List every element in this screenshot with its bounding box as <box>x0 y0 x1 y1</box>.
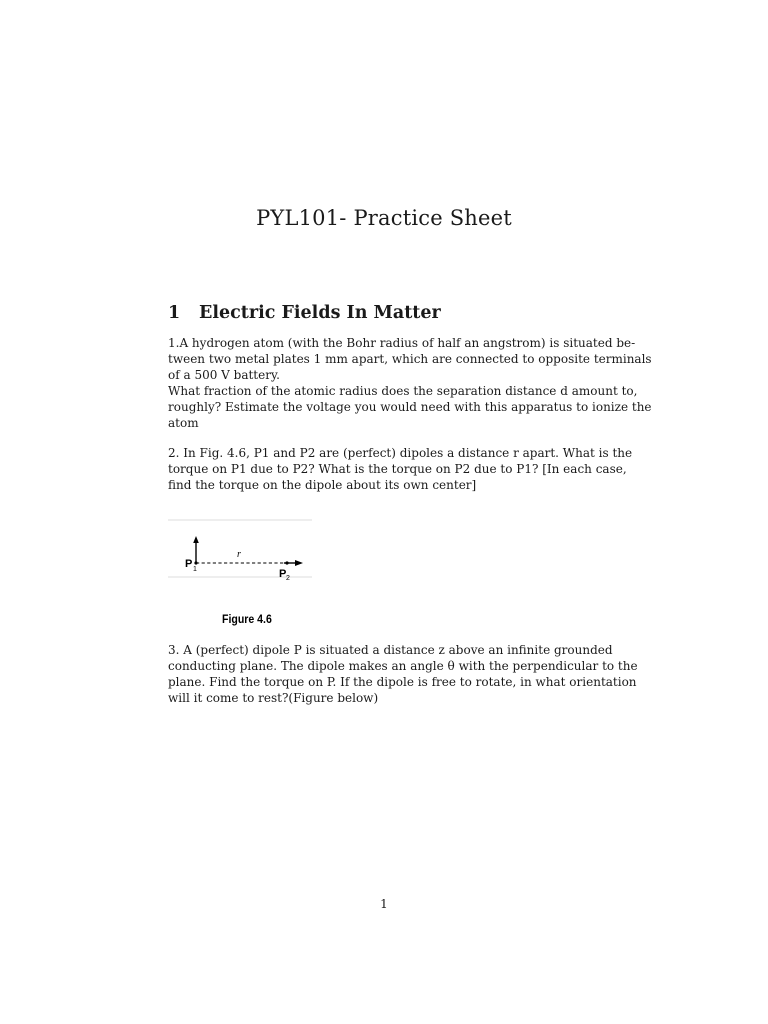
problem-2-line: find the torque on the dipole about its own center] <box>168 478 477 492</box>
problem-2-line: torque on P1 due to P2? What is the torque on P2 due to P1? [In each case, <box>168 462 627 476</box>
problem-3-line: will it come to rest?(Figure below) <box>168 691 379 705</box>
figure-4-6 <box>168 519 312 635</box>
problem-1-line: What fraction of the atomic radius does the separation distance d amount to, <box>168 384 638 398</box>
dipole-diagram <box>168 519 312 635</box>
section-title: Electric Fields In Matter <box>199 303 441 323</box>
problem-3-line: conducting plane. The dipole makes an angle θ with the perpendicular to the <box>168 659 638 673</box>
problem-2-line: 2. In Fig. 4.6, P1 and P2 are (perfect) dipoles a distance r apart. What is the <box>168 446 633 460</box>
dipole-p1-label: P <box>185 558 193 570</box>
document-title: PYL101- Practice Sheet <box>256 206 512 230</box>
problem-1-line: of a 500 V battery. <box>168 368 280 382</box>
page-number: 1 <box>380 897 388 911</box>
section-heading <box>168 303 441 323</box>
figure-caption: Figure 4.6 <box>222 613 272 627</box>
problem-3-line: 3. A (perfect) dipole P is situated a distance z above an infinite grounded <box>168 643 613 657</box>
problem-1-line: roughly? Estimate the voltage you would need with this apparatus to ionize the <box>168 400 652 414</box>
separation-label: r <box>237 549 241 560</box>
problem-1 <box>168 335 652 431</box>
dipole-p2-label: P <box>279 568 287 580</box>
dipole-p2-subscript: 2 <box>286 575 290 582</box>
problem-1-line: tween two metal plates 1 mm apart, which are connected to opposite terminals <box>168 352 652 366</box>
section-number: 1 <box>168 303 181 323</box>
problem-1-line: 1.A hydrogen atom (with the Bohr radius of half an angstrom) is situated be- <box>168 336 636 350</box>
problem-3-line: plane. Find the torque on P. If the dipole is free to rotate, in what orientation <box>168 675 637 689</box>
problem-3 <box>168 642 638 706</box>
dipole-p1-subscript: 1 <box>193 566 197 573</box>
dipole-p1-center <box>194 561 197 564</box>
problem-2 <box>168 445 633 493</box>
problem-1-line: atom <box>168 416 199 430</box>
